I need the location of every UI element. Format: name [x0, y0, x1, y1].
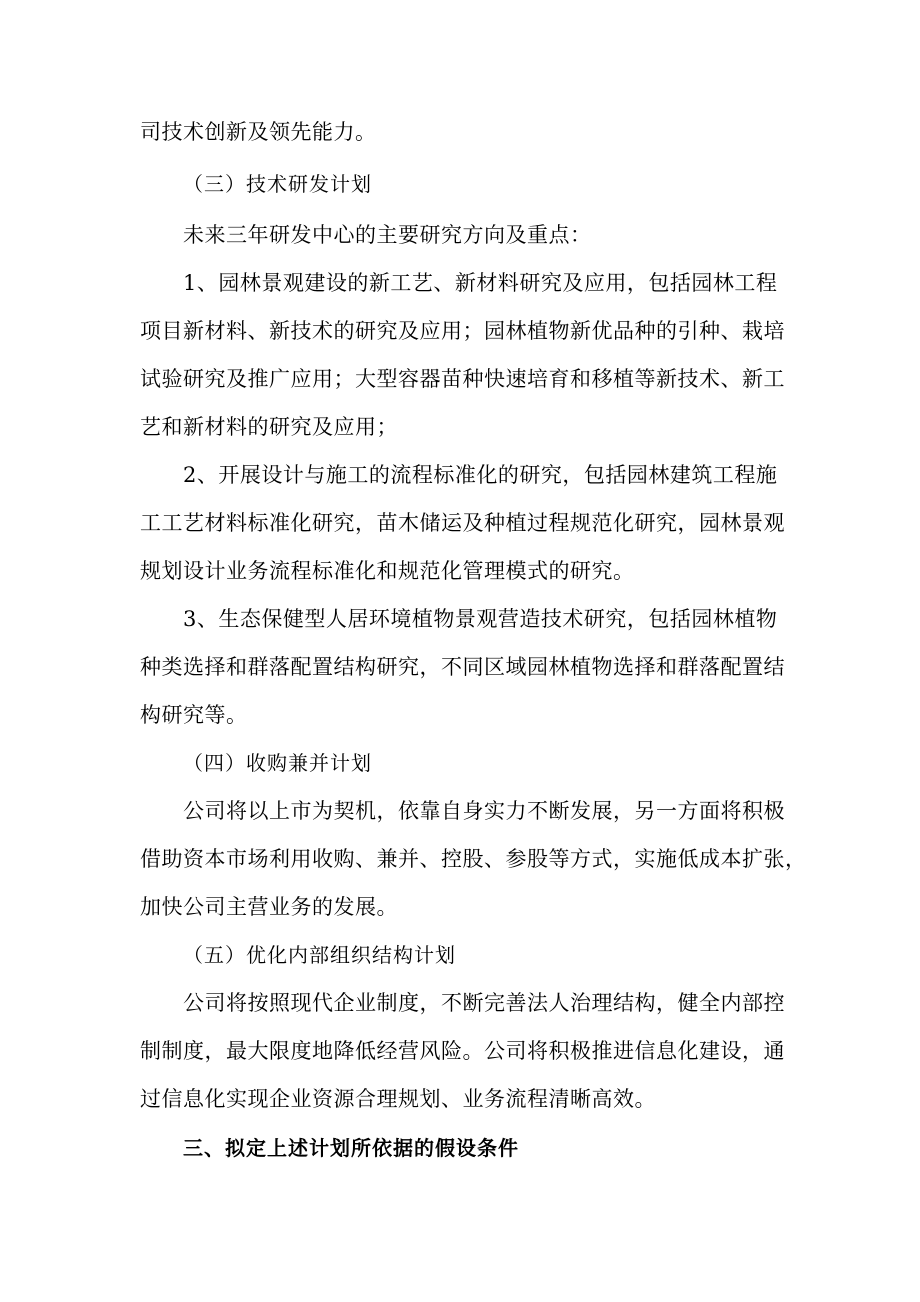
- paragraph-line: 加快公司主营业务的发展。: [140, 895, 398, 919]
- paragraph-line: 2、开展设计与施工的流程标准化的研究，包括园林建筑工程施: [183, 463, 778, 487]
- paragraph-line: 1、园林景观建设的新工艺、新材料研究及应用，包括园林工程: [183, 271, 778, 295]
- section-heading-4: （四）收购兼并计划: [183, 751, 372, 775]
- paragraph-line: 公司将以上市为契机，依靠自身实力不断发展，另一方面将积极: [183, 799, 785, 823]
- paragraph-line: 公司将按照现代企业制度，不断完善法人治理结构，健全内部控: [183, 991, 785, 1015]
- paragraph-line: 构研究等。: [140, 703, 248, 727]
- section-heading-3: （三）技术研发计划: [183, 172, 372, 196]
- paragraph-line: 3、生态保健型人居环境植物景观营造技术研究，包括园林植物: [183, 607, 778, 631]
- paragraph-line: 规划设计业务流程标准化和规范化管理模式的研究。: [140, 559, 635, 583]
- paragraph-line: 种类选择和群落配置结构研究，不同区域园林植物选择和群落配置结: [140, 655, 785, 679]
- section-heading-5: （五）优化内部组织结构计划: [183, 943, 456, 967]
- paragraph-line: 未来三年研发中心的主要研究方向及重点：: [183, 223, 592, 247]
- paragraph-line: 借助资本市场利用收购、兼并、控股、参股等方式，实施低成本扩张，: [140, 847, 807, 871]
- paragraph-line: 艺和新材料的研究及应用；: [140, 415, 398, 439]
- paragraph-line: 司技术创新及领先能力。: [140, 120, 377, 144]
- chapter-heading: 三、拟定上述计划所依据的假设条件: [183, 1136, 519, 1160]
- paragraph-line: 项目新材料、新技术的研究及应用；园林植物新优品种的引种、栽培: [140, 319, 785, 343]
- paragraph-line: 试验研究及推广应用；大型容器苗种快速培育和移植等新技术、新工: [140, 367, 785, 391]
- paragraph-line: 制制度，最大限度地降低经营风险。公司将积极推进信息化建设，通: [140, 1039, 785, 1063]
- paragraph-line: 过信息化实现企业资源合理规划、业务流程清晰高效。: [140, 1087, 656, 1111]
- paragraph-line: 工工艺材料标准化研究，苗木储运及种植过程规范化研究，园林景观: [140, 511, 785, 535]
